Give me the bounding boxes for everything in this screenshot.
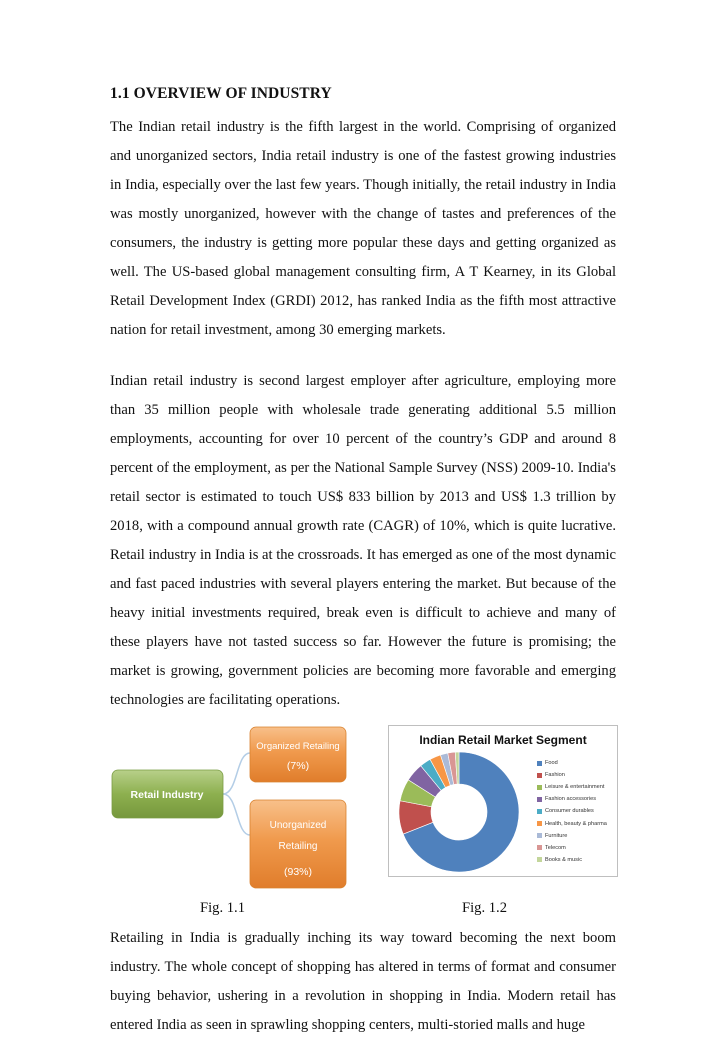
legend-label: Health, beauty & pharma [545, 820, 607, 827]
retail-industry-diagram [110, 723, 350, 893]
legend-label: Fashion [545, 772, 565, 779]
paragraph-3: Retailing in India is gradually inching its way toward becoming the next boom industry. The whole concept of shopping has altered in terms of format and consumer buying behavior, ushering in a revolution in shopping in India. Modern retail has entered India as seen in sprawling shopping centers, multi-storied malls and huge [110, 930, 616, 1033]
unorganized-label-percent: (93%) [283, 866, 313, 878]
legend-swatch [537, 833, 542, 838]
legend-item [537, 842, 607, 854]
legend-swatch [537, 821, 542, 826]
connector-organized [223, 753, 250, 794]
legend-item [537, 805, 607, 817]
legend-item [537, 830, 607, 842]
legend-swatch [537, 845, 542, 850]
legend-item [537, 781, 607, 793]
organized-retailing-label: Organized Retailing [256, 741, 340, 752]
legend-label: Furniture [545, 832, 568, 839]
legend-label: Telecom [545, 844, 566, 851]
chart-legend [537, 757, 607, 866]
paragraph-2: Indian retail industry is second largest employer after agriculture, employing more than 35 million people with wholesale trade generating additional 5.5 million employments, accounting for over 10 percent of the country’s GDP and around 8 percent of the employment, as per the National Sample Survey (NSS) 2009-10. India's retail sector is estimated to touch US$ 833 billion by 2013 and US$ 1.3 trillion by 2018, with a compound annual growth rate (CAGR) of 10%, which is quite lucrative. Retail industry in India is at the crossroads. It has emerged as one of the most dynamic and fast paced industries with several players entering the market. But because of the heavy initial investments required, break even is difficult to achieve and many of these players have not tasted success so far. However the future is promising; the market is growing, government policies are becoming more favorable and emerging technologies are facilitating operations. [110, 373, 616, 708]
section-heading: 1.1 OVERVIEW OF INDUSTRY [110, 85, 332, 102]
legend-swatch [537, 761, 542, 766]
doughnut-plot [389, 746, 529, 876]
document-page [110, 85, 616, 1040]
legend-item [537, 854, 607, 866]
legend-swatch [537, 773, 542, 778]
legend-item [537, 769, 607, 781]
legend-item [537, 793, 607, 805]
legend-swatch [537, 797, 542, 802]
fig-1-1-caption: Fig. 1.1 [200, 900, 246, 916]
legend-swatch [537, 785, 542, 790]
legend-swatch [537, 857, 542, 862]
unorganized-label-line1: Unorganized [269, 820, 327, 831]
connector-unorganized [223, 794, 250, 835]
legend-item [537, 757, 607, 769]
retail-industry-label: Retail Industry [130, 789, 204, 801]
fig-1-2-caption: Fig. 1.2 [462, 900, 508, 916]
paragraph-1: The Indian retail industry is the fifth largest in the world. Comprising of organized and unorganized sectors, India retail industry is one of the fastest growing industries in India, especially over the last few years. Though initially, the retail industry in India was mostly unorganized, however with the change of tastes and preferences of the consumers, the industry is getting more popular these days and getting organized as well. The US-based global management consulting firm, A T Kearney, in its Global Retail Development Index (GRDI) 2012, has ranked India as the fifth most attractive nation for retail investment, among 30 emerging markets. [110, 119, 616, 338]
organized-retailing-box [250, 727, 346, 782]
chart-title: Indian Retail Market Segment [419, 733, 587, 747]
figures-row [110, 723, 616, 900]
legend-swatch [537, 809, 542, 814]
unorganized-label-line2: Retailing [278, 841, 318, 852]
figure-captions [110, 900, 616, 924]
legend-label: Food [545, 760, 558, 767]
market-segment-chart [388, 725, 618, 877]
legend-label: Consumer durables [545, 808, 594, 815]
legend-label: Fashion accessories [545, 796, 596, 803]
legend-item [537, 817, 607, 829]
organized-retailing-percent: (7%) [286, 760, 310, 772]
legend-label: Books & music [545, 856, 582, 863]
legend-label: Leisure & entertainment [545, 784, 605, 791]
